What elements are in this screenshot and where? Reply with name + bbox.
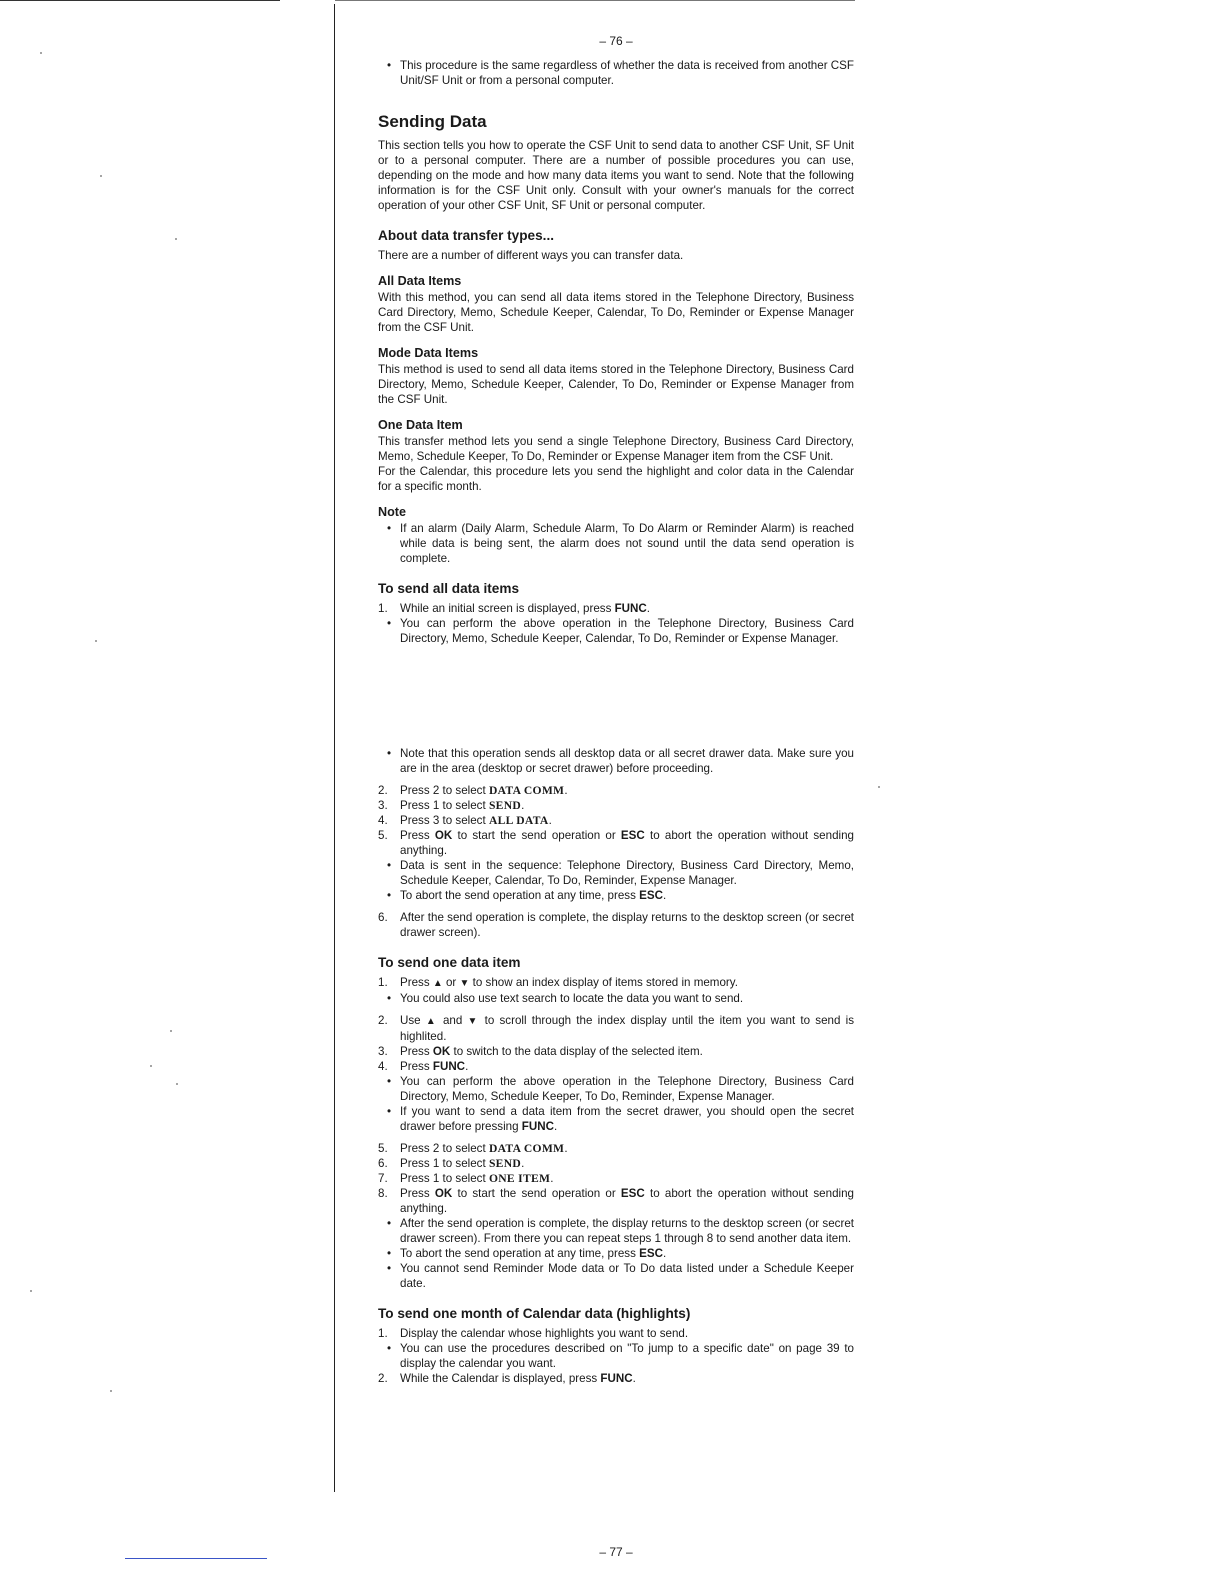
menu-option: ONE ITEM	[488, 1172, 551, 1185]
menu-option: DATA COMM	[488, 784, 565, 797]
intro-bullet: • This procedure is the same regardless of whether the data is received from another CSF Unit/SF Unit or from a personal computer.	[378, 58, 854, 88]
esc-key: ESC	[639, 1247, 663, 1260]
step-end: .	[521, 799, 525, 812]
step-text: Press	[400, 1187, 435, 1200]
menu-option: SEND	[488, 1157, 522, 1170]
step-text: Press	[400, 1045, 433, 1058]
send-one-step-2	[378, 1013, 854, 1044]
heading-send-all: To send all data items	[378, 581, 520, 596]
step-end: .	[646, 602, 651, 615]
bullet-end: .	[662, 889, 667, 902]
step-text: to start the send operation or	[452, 1187, 621, 1200]
send-all-step-4	[378, 813, 854, 828]
ok-key: OK	[434, 829, 453, 842]
send-one-step-5	[378, 1141, 854, 1156]
send-one-step-7	[378, 1171, 854, 1186]
step-number: 1.	[378, 602, 388, 615]
send-all-bullet-1: • You can perform the above operation in the Telephone Directory, Business Card Directory, Memo, Schedule Keeper, Calendar, To Do, Reminder or Expense Manager.	[378, 616, 854, 646]
page-number-bottom: – 77 –	[599, 1545, 633, 1559]
binding-line	[334, 4, 335, 1492]
send-one-step-6	[378, 1156, 854, 1171]
scan-speck	[878, 786, 880, 788]
step-number: 8.	[378, 1187, 388, 1200]
send-all-step-5	[378, 828, 854, 858]
sending-data-paragraph: This section tells you how to operate the CSF Unit to send data to another CSF Unit, SF Unit or to a personal computer. There are a number of possible procedures you can use, depending on the mode and how many data items you want to send. Note that the following information is for the CSF Unit only. Consult with your owner's manuals for the correct operation of your other CSF Unit, SF Unit or personal computer.	[378, 139, 854, 212]
send-calendar-step-1	[378, 1326, 854, 1341]
send-all-step-1	[378, 601, 854, 616]
step-end: .	[632, 1372, 636, 1385]
send-all-step-6	[378, 910, 854, 940]
send-one-bullet-4: • After the send operation is complete, the display returns to the desktop screen (or secret drawer screen). From there you can repeat steps 1 through 8 to send another data item.	[378, 1216, 854, 1246]
heading-transfer-types: About data transfer types...	[378, 228, 554, 243]
func-key: FUNC	[600, 1372, 633, 1385]
step-text: Use	[400, 1014, 426, 1027]
send-one-bullet-3	[378, 1104, 854, 1134]
step-number: 7.	[378, 1172, 388, 1185]
step-text: While the Calendar is displayed, press	[400, 1372, 601, 1385]
heading-send-one: To send one data item	[378, 955, 521, 970]
send-one-step-8	[378, 1186, 854, 1216]
step-number: 6.	[378, 911, 388, 924]
func-key: FUNC	[614, 602, 647, 615]
step-number: 5.	[378, 1142, 388, 1155]
send-all-bullet-3: • Data is sent in the sequence: Telephone Directory, Business Card Directory, Memo, Schedule Keeper, Calendar, To Do, Reminder, Expense Manager.	[378, 858, 854, 888]
step-end: .	[564, 1142, 568, 1155]
step-text: or	[442, 976, 460, 989]
heading-send-calendar: To send one month of Calendar data (highlights)	[378, 1306, 691, 1321]
step-text: Press 1 to select	[400, 1157, 489, 1170]
step-text: to abort the operation without sending anything.	[400, 829, 854, 857]
esc-key: ESC	[620, 1187, 645, 1200]
section-title-sending-data: Sending Data	[378, 112, 487, 131]
top-rule-left	[0, 0, 280, 1]
scan-speck	[30, 1290, 32, 1292]
step-number: 2.	[378, 1372, 388, 1385]
top-rule-right	[335, 0, 855, 1]
step-text: While an initial screen is displayed, press	[400, 602, 615, 615]
scan-speck	[100, 175, 102, 177]
step-text: Press	[400, 829, 435, 842]
func-key: FUNC	[521, 1120, 554, 1133]
send-one-step-4	[378, 1059, 854, 1074]
esc-key: ESC	[620, 829, 645, 842]
bottom-rule	[125, 1558, 267, 1559]
up-arrow-icon: ▲	[432, 978, 443, 989]
func-key: FUNC	[432, 1060, 466, 1073]
step-number: 4.	[378, 814, 388, 827]
bullet-text: If you want to send a data item from the secret drawer, you should open the secret drawer before pressing	[400, 1105, 854, 1133]
step-text: and	[437, 1014, 468, 1027]
step-text: Press 2 to select	[400, 784, 489, 797]
step-text: Press 1 to select	[400, 1172, 489, 1185]
bullet-end: .	[554, 1120, 558, 1133]
menu-option: ALL DATA	[488, 814, 549, 827]
scan-speck	[110, 1390, 112, 1392]
step-text: to scroll through the index display until the item you want to send is highlited.	[400, 1014, 854, 1043]
step-end: .	[548, 814, 552, 827]
step-text: Press	[400, 1060, 433, 1073]
ok-key: OK	[434, 1187, 453, 1200]
step-number: 2.	[378, 1014, 388, 1027]
step-end: .	[465, 1060, 469, 1073]
step-text: to switch to the data display of the selected item.	[450, 1045, 703, 1058]
step-end: .	[564, 784, 568, 797]
scan-speck	[95, 640, 97, 642]
menu-option: DATA COMM	[488, 1142, 565, 1155]
send-one-step-3	[378, 1044, 854, 1059]
step-end: .	[521, 1157, 525, 1170]
send-calendar-bullet-1: • You can use the procedures described on "To jump to a specific date" on page 39 to display the calendar you want.	[378, 1341, 854, 1371]
one-data-item-text: This transfer method lets you send a single Telephone Directory, Business Card Directory, Memo, Schedule Keeper, To Do, Reminder or Expense Manager item from the CSF Unit.	[378, 435, 854, 463]
page-number-top: – 76 –	[599, 34, 633, 48]
step-number: 1.	[378, 1327, 388, 1340]
send-one-bullet-1: • You could also use text search to locate the data you want to send.	[378, 991, 854, 1006]
spacer	[378, 1006, 854, 1013]
send-one-bullet-5	[378, 1246, 854, 1261]
step-text: to show an index display of items stored in memory.	[469, 976, 738, 989]
bullet-end: .	[662, 1247, 667, 1260]
send-one-bullet-2: • You can perform the above operation in the Telephone Directory, Business Card Directory, Memo, Schedule Keeper, To Do, Reminder, Expense Manager.	[378, 1074, 854, 1104]
step-text: Press 3 to select	[400, 814, 489, 827]
scan-speck	[40, 52, 42, 54]
note-bullet: • If an alarm (Daily Alarm, Schedule Alarm, To Do Alarm or Reminder Alarm) is reached while data is being sent, the alarm does not sound until the data send operation is complete.	[378, 521, 854, 566]
bullet-text: To abort the send operation at any time, press	[400, 1247, 640, 1260]
spacer	[378, 1134, 854, 1141]
step-text: Press	[400, 976, 433, 989]
heading-mode-data-items: Mode Data Items	[378, 346, 479, 360]
all-data-items-text: With this method, you can send all data items stored in the Telephone Directory, Business Card Directory, Memo, Schedule Keeper, Calendar, To Do, Reminder or Expense Manager from the CSF Unit.	[378, 291, 854, 334]
step-number: 6.	[378, 1157, 388, 1170]
heading-note: Note	[378, 505, 406, 519]
step-number: 4.	[378, 1060, 388, 1073]
scan-speck	[175, 238, 177, 240]
step-text: Press 2 to select	[400, 1142, 489, 1155]
spacer	[378, 903, 854, 910]
scan-speck	[150, 1065, 152, 1067]
up-arrow-icon: ▲	[425, 1016, 438, 1027]
step-text: Press 1 to select	[400, 799, 489, 812]
scan-speck	[176, 1083, 178, 1085]
heading-all-data-items: All Data Items	[378, 274, 462, 288]
send-all-bullet-4	[378, 888, 854, 903]
step-number: 1.	[378, 976, 388, 989]
step-text: After the send operation is complete, the display returns to the desktop screen (or secret drawer screen).	[400, 911, 854, 939]
send-all-step-2	[378, 783, 854, 798]
step-number: 2.	[378, 784, 388, 797]
down-arrow-icon: ▼	[459, 978, 470, 989]
send-one-bullet-6: • You cannot send Reminder Mode data or To Do data listed under a Schedule Keeper date.	[378, 1261, 854, 1291]
ok-key: OK	[432, 1045, 451, 1058]
send-one-step-1	[378, 975, 854, 991]
step-text: Display the calendar whose highlights you want to send.	[400, 1327, 689, 1340]
send-calendar-step-2	[378, 1371, 854, 1386]
step-text: to abort the operation without sending anything.	[400, 1187, 854, 1215]
send-all-bullet-2: • Note that this operation sends all desktop data or all secret drawer data. Make sure you are in the area (desktop or secret drawer) before proceeding.	[378, 746, 854, 776]
down-arrow-icon: ▼	[467, 1016, 480, 1027]
step-end: .	[550, 1172, 554, 1185]
step-text: to start the send operation or	[452, 829, 621, 842]
page-content	[378, 34, 854, 1386]
step-number: 3.	[378, 1045, 388, 1058]
step-number: 3.	[378, 799, 388, 812]
scan-speck	[170, 1030, 172, 1032]
mode-data-items-text: This method is used to send all data items stored in the Telephone Directory, Business Card Directory, Memo, Schedule Keeper, Calender, To Do, Reminder or Expense Manager from the CSF Unit.	[378, 363, 854, 406]
blank-space	[378, 646, 854, 746]
step-number: 5.	[378, 829, 388, 842]
esc-key: ESC	[639, 889, 663, 902]
one-data-item-calendar-text: For the Calendar, this procedure lets you send the highlight and color data in the Calendar for a specific month.	[378, 465, 854, 493]
spacer	[378, 776, 854, 783]
send-all-step-3	[378, 798, 854, 813]
transfer-types-intro: There are a number of different ways you can transfer data.	[378, 249, 684, 262]
bullet-text: To abort the send operation at any time, press	[400, 889, 640, 902]
menu-option: SEND	[488, 799, 522, 812]
heading-one-data-item: One Data Item	[378, 418, 463, 432]
